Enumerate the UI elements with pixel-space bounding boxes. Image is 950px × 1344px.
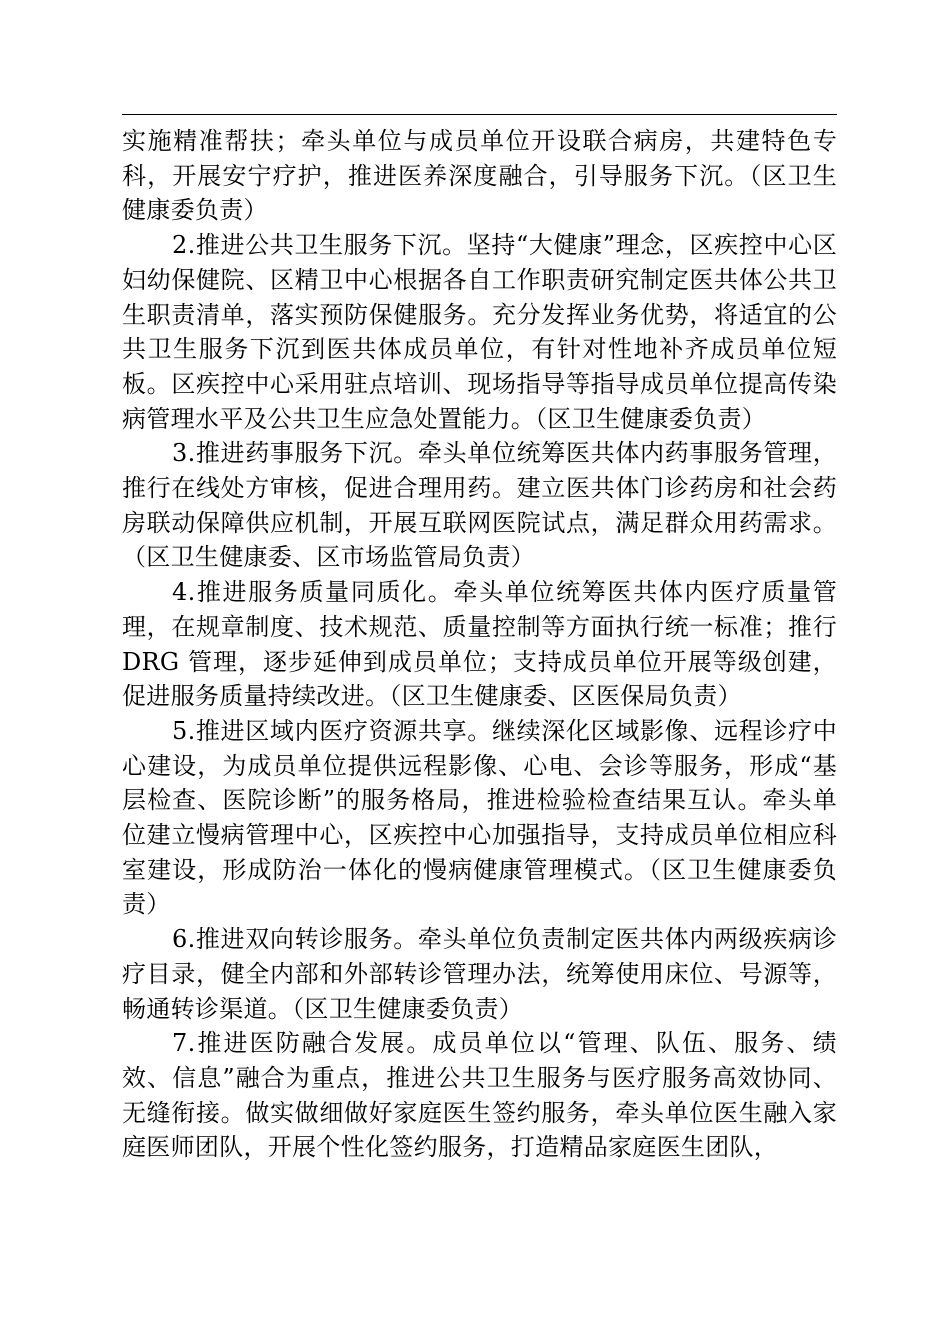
- paragraph-item-3: 3.推进药事服务下沉。牵头单位统筹医共体内药事服务管理，推行在线处方审核，促进合理用药。建立医共体门诊药房和社会药房联动保障供应机制，开展互联网医院试点，满足群众用药需求。（区卫生健康委、区市场监管局负责）: [122, 439, 837, 572]
- paragraph-item-4: 4.推进服务质量同质化。牵头单位统筹医共体内医疗质量管理，在规章制度、技术规范、质量控制等方面执行统一标准；推行 DRG 管理，逐步延伸到成员单位；支持成员单位开展等级创建，促进服务质量持续改进。（区卫生健康委、区医保局负责）: [122, 578, 837, 711]
- document-body: [122, 124, 837, 1165]
- paragraph-item-7: 7.推进医防融合发展。成员单位以“管理、队伍、服务、绩效、信息”融合为重点，推进公共卫生服务与医疗服务高效协同、无缝衔接。做实做细做好家庭医生签约服务，牵头单位医生融入家庭医师团队，开展个性化签约服务，打造精品家庭医生团队，: [122, 1029, 837, 1162]
- paragraph-item-6: 6.推进双向转诊服务。牵头单位负责制定医共体内两级疾病诊疗目录，健全内部和外部转诊管理办法，统筹使用床位、号源等，畅通转诊渠道。（区卫生健康委负责）: [122, 925, 837, 1023]
- paragraph-item-2: 2.推进公共卫生服务下沉。坚持“大健康”理念，区疾控中心区妇幼保健院、区精卫中心根据各自工作职责研究制定医共体公共卫生职责清单，落实预防保健服务。充分发挥业务优势，将适宜的公共卫生服务下沉到医共体成员单位，有针对性地补齐成员单位短板。区疾控中心采用驻点培训、现场指导等指导成员单位提高传染病管理水平及公共卫生应急处置能力。（区卫生健康委负责）: [122, 231, 837, 433]
- paragraph-continuation: 实施精准帮扶；牵头单位与成员单位开设联合病房，共建特色专科，开展安宁疗护，推进医养深度融合，引导服务下沉。（区卫生健康委负责）: [122, 127, 837, 225]
- paragraph-item-5: 5.推进区域内医疗资源共享。继续深化区域影像、远程诊疗中心建设，为成员单位提供远程影像、心电、会诊等服务，形成“基层检查、医院诊断”的服务格局，推进检验检查结果互认。牵头单位建立慢病管理中心，区疾控中心加强指导，支持成员单位相应科室建设，形成防治一体化的慢病健康管理模式。（区卫生健康委负责）: [122, 716, 837, 919]
- header-rule: [122, 114, 837, 115]
